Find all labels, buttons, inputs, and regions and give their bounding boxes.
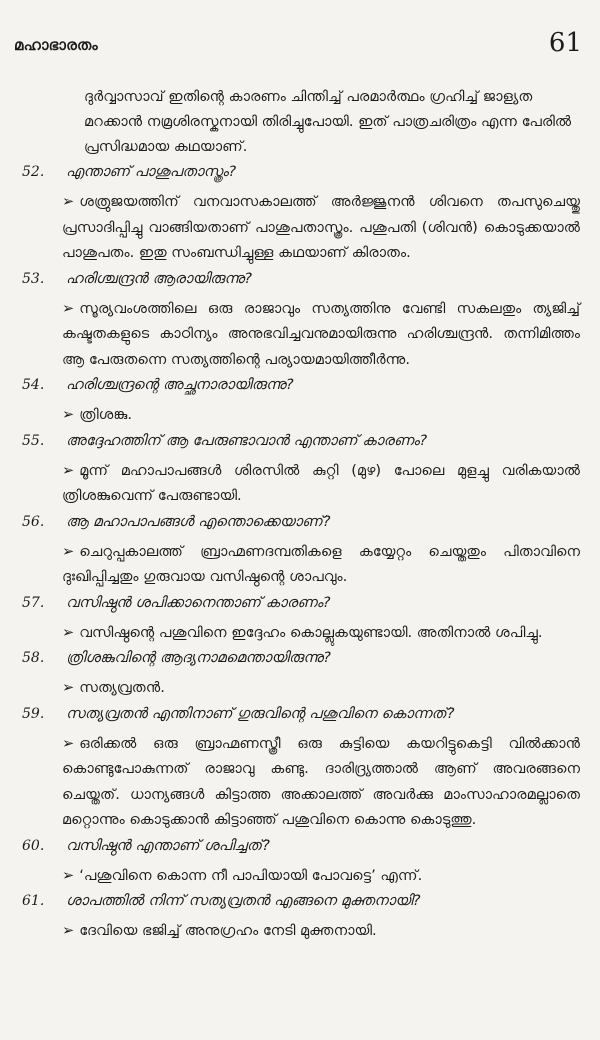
question-number: 59. [22,705,45,722]
question-number: 60. [22,837,45,854]
arrow-icon: ➢ [62,734,75,752]
question-text: ഹരിശ്ചന്ദ്രന്റെ അച്ഛനാരായിരുന്നു? [66,376,294,393]
qa-item [22,270,580,373]
page-content [22,84,580,948]
answer-text: സത്യവ്രതൻ. [79,679,165,696]
arrow-icon: ➢ [62,922,75,939]
question-number: 57. [22,594,45,611]
answer-text: ശത്രുജയത്തിന് വനവാസകാലത്ത് അർജ്ജുനൻ ശിവനെ തപസുചെയ്തു പ്രസാദിപ്പിച്ചു വാങ്ങിയതാണ് പാശുപതാസ്ത്രം. പശുപതി (ശിവൻ) കൊടുക്കയാൽ പാശുപതം. ഇതു സംബന്ധിച്ചുള്ള കഥയാണ് കിരാതം. [62,193,580,261]
answer-text: ‘പശുവിനെ കൊന്ന നീ പാപിയായി പോവട്ടെ’ എന്ന്. [79,866,423,884]
answer [62,296,580,373]
question-text: സത്യവ്രതൻ എന്തിനാണ് ഗുരുവിന്റെ പശുവിനെ കൊന്നത്? [66,704,455,722]
arrow-icon: ➢ [62,679,75,696]
question-text: അദ്ദേഹത്തിന് ആ പേരുണ്ടാവാൻ എന്താണ് കാരണം? [66,431,428,449]
arrow-icon: ➢ [62,193,75,210]
answer-text: ദേവിയെ ഭജിച്ച് അനുഗ്രഹം നേടി മുക്തനായി. [79,922,377,939]
qa-item [22,376,580,428]
running-title: മഹാഭാരതം [14,36,98,54]
question-number: 61. [22,893,45,909]
answer-text: മൂന്ന് മഹാപാപങ്ങൾ ശിരസിൽ കുറ്റി (മുഴ) പോലെ മുളച്ചു വരികയാൽ ത്രിശങ്കുവെന്ന് പേരുണ്ടായി. [62,461,580,504]
qa-item [22,837,580,889]
question-number: 55. [22,432,45,449]
question-number: 52. [22,164,45,180]
qa-item [22,649,580,701]
answer [62,731,580,833]
question-text: വസിഷ്ഠൻ എന്താണ് ശപിച്ചത്? [66,836,270,854]
qa-item [22,432,580,509]
arrow-icon: ➢ [62,542,75,560]
arrow-icon: ➢ [62,623,75,641]
question-text: ഹരിശ്ചന്ദ്രൻ ആരായിരുന്നു? [66,269,252,287]
question-number: 56. [22,513,45,530]
answer [62,189,580,266]
answer-text: വസിഷ്ഠന്റെ പശുവിനെ ഇദ്ദേഹം കൊല്ലുകയുണ്ടായി. അതിനാൽ ശപിച്ചു. [79,623,543,641]
question-text: ആ മഹാപാപങ്ങൾ എന്തൊക്കെയാണ്? [66,512,331,530]
qa-item [22,163,580,266]
answer [62,402,580,428]
intro-paragraph: ദുർവ്വാസാവ് ഇതിന്റെ കാരണം ചിന്തിച്ച് പരമാർത്ഥം ഗ്രഹിച്ച് ജാള്യത മറക്കാൻ നമ്രശിരസ്കനായി തിരിച്ചുപോയി. ഇത് പാത്രചരിത്രം എന്ന പേരിൽ പ്രസിദ്ധമായ കഥയാണ്. [84,88,572,155]
qa-item [22,513,580,590]
arrow-icon: ➢ [62,406,75,423]
arrow-icon: ➢ [62,866,75,884]
page-header [14,28,582,62]
answer [62,458,580,509]
page-number: 61 [548,28,582,58]
question-number: 58. [22,650,45,666]
answer-text: ചെറുപ്പകാലത്ത് ബ്രാഹ്മണദമ്പതികളെ കയ്യേറ്റം ചെയ്തതും പിതാവിനെ ദുഃഖിപ്പിച്ചതും ഗുരുവായ വസിഷ്ഠന്റെ ശാപവും. [62,542,580,585]
question-number: 54. [22,377,45,393]
answer [62,675,580,701]
answer [62,539,580,590]
question-text: ശാപത്തിൽ നിന്ന് സത്യവ്രതൻ എങ്ങനെ മുക്തനായി? [66,892,421,909]
question-number: 53. [22,270,45,287]
answer-text: സൂര്യവംശത്തിലെ ഒരു രാജാവും സത്യത്തിനു വേണ്ടി സകലതും ത്യജിച്ച് കഷ്ടതകളുടെ കാഠിന്യം അനുഭവിച്ചവനുമായിരുന്നു ഹരിശ്ചന്ദ്രൻ. തന്നിമിത്തം ആ പേരുതന്നെ സത്യത്തിന്റെ പര്യായമായിത്തീർന്നു. [62,299,580,368]
qa-item [22,594,580,646]
arrow-icon: ➢ [62,461,75,479]
answer [62,918,580,944]
answer [62,620,580,646]
answer-text: ഒരിക്കൽ ഒരു ബ്രാഹ്മണസ്ത്രീ ഒരു കുട്ടിയെ കയറിട്ടുകെട്ടി വിൽക്കാൻ കൊണ്ടുപോകുന്നത് രാജാവു കണ്ടു. ദാരിദ്ര്യത്താൽ ആണ് അവരങ്ങനെ ചെയ്തത്. ധാന്യങ്ങൾ കിട്ടാത്ത അക്കാലത്ത് അവർക്കു മാംസാഹാരമല്ലാതെ മറ്റൊന്നും കൊടുക്കാൻ കിട്ടാഞ്ഞ് പശുവിനെ കൊന്നു കൊടുത്തു. [62,734,580,828]
arrow-icon: ➢ [62,299,75,317]
qa-item [22,705,580,833]
question-text: ത്രിശങ്കുവിന്റെ ആദ്യനാമമെന്തായിരുന്നു? [66,649,331,666]
answer [62,863,580,889]
question-text: എന്താണ് പാശുപതാസ്ത്രം? [66,163,237,180]
question-text: വസിഷ്ഠൻ ശപിക്കാനെന്താണ് കാരണം? [66,593,331,611]
answer-text: ത്രിശങ്കു. [79,406,133,423]
qa-item [22,892,580,944]
